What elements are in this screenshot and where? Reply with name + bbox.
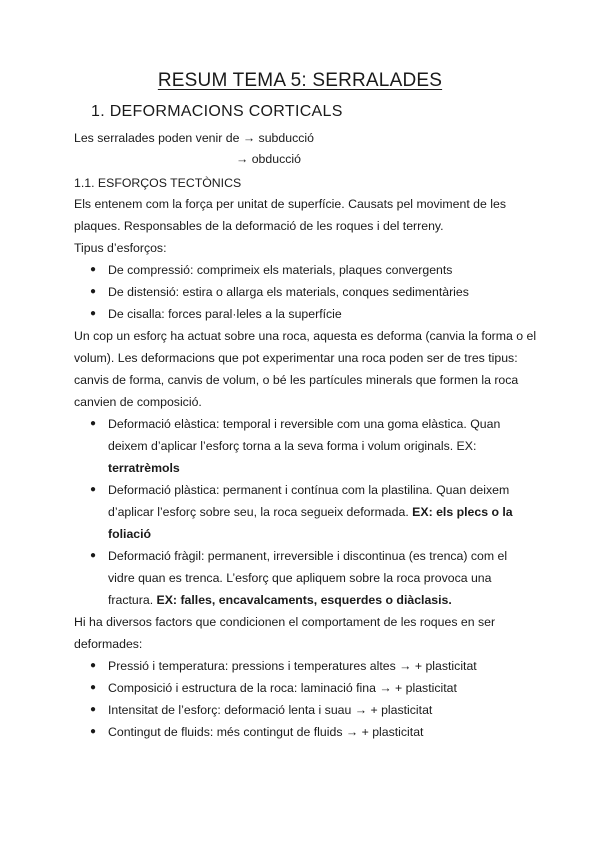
paragraph-line: canvis de forma, canvis de volum, o bé les partícules minerals que formen la roca <box>74 373 519 387</box>
example-bold: terratrèmols <box>108 461 180 475</box>
section-heading: 1. DEFORMACIONS CORTICALS <box>91 103 343 120</box>
bullet-icon: ● <box>90 550 97 561</box>
list-item: Deformació fràgil: permanent, irreversible i discontinua (es trenca) com el <box>108 549 508 563</box>
list-item-text: fractura. <box>108 593 154 607</box>
subsection-heading: 1.1. ESFORÇOS TECTÒNICS <box>74 176 242 190</box>
types-label: Tipus d’esforços: <box>74 241 167 255</box>
list-item <box>108 504 513 520</box>
list-item: deixem d’aplicar l’esforç torna a la seva forma i volum originals. EX: <box>108 439 477 453</box>
paragraph-line: canvien de composició. <box>74 395 202 409</box>
list-item: Intensitat de l’esforç: deformació lenta i suau → + plasticitat <box>108 703 433 717</box>
list-item: vidre quan es trenca. L’esforç que apliquem sobre la roca provoca una <box>108 571 492 585</box>
example-text <box>108 526 151 542</box>
bullet-icon: ● <box>90 264 97 275</box>
paragraph-line: Un cop un esforç ha actuat sobre una roca, aquesta es deforma (canvia la forma o el <box>74 329 537 343</box>
bullet-icon: ● <box>90 704 97 715</box>
bullet-icon: ● <box>90 484 97 495</box>
bullet-icon: ● <box>90 308 97 319</box>
bullet-icon: ● <box>90 418 97 429</box>
example-bold: EX: falles, encavalcaments, esquerdes o diàclasis. <box>156 593 452 607</box>
list-item: Contingut de fluids: més contingut de fluids → + plasticitat <box>108 725 424 739</box>
list-item: Deformació elàstica: temporal i reversible com una goma elàstica. Quan <box>108 417 501 431</box>
list-item-text: d’aplicar l’esforç sobre seu, la roca segueix deformada. <box>108 505 409 519</box>
example-bold: EX: els plecs o la <box>412 505 513 519</box>
paragraph-line: Hi ha diversos factors que condicionen el comportament de les roques en ser <box>74 615 496 629</box>
list-item: De compressió: comprimeix els materials, plaques convergents <box>108 263 453 277</box>
list-item: Pressió i temperatura: pressions i temperatures altes → + plasticitat <box>108 659 477 673</box>
intro-line-1: Les serralades poden venir de → subducció <box>74 131 314 145</box>
list-item: Deformació plàstica: permanent i contínua com la plastilina. Quan deixem <box>108 483 510 497</box>
list-item <box>108 592 452 608</box>
bullet-icon: ● <box>90 286 97 297</box>
example-bold: foliació <box>108 527 152 541</box>
page-title: RESUM TEMA 5: SERRALADES <box>157 70 443 91</box>
paragraph-line: plaques. Responsables de la deformació de les roques i del terreny. <box>74 219 444 233</box>
example-text <box>108 460 180 476</box>
paragraph-line: deformades: <box>74 637 143 651</box>
paragraph-line: volum). Les deformacions que pot experimentar una roca poden ser de tres tipus: <box>74 351 518 365</box>
bullet-icon: ● <box>90 726 97 737</box>
list-item: De cisalla: forces paral·leles a la superfície <box>108 307 342 321</box>
bullet-icon: ● <box>90 660 97 671</box>
intro-line-2: → obducció <box>236 152 301 166</box>
list-item: De distensió: estira o allarga els materials, conques sedimentàries <box>108 285 469 299</box>
bullet-icon: ● <box>90 682 97 693</box>
paragraph-line: Els entenem com la força per unitat de superfície. Causats pel moviment de les <box>74 197 506 211</box>
list-item: Composició i estructura de la roca: laminació fina → + plasticitat <box>108 681 457 695</box>
